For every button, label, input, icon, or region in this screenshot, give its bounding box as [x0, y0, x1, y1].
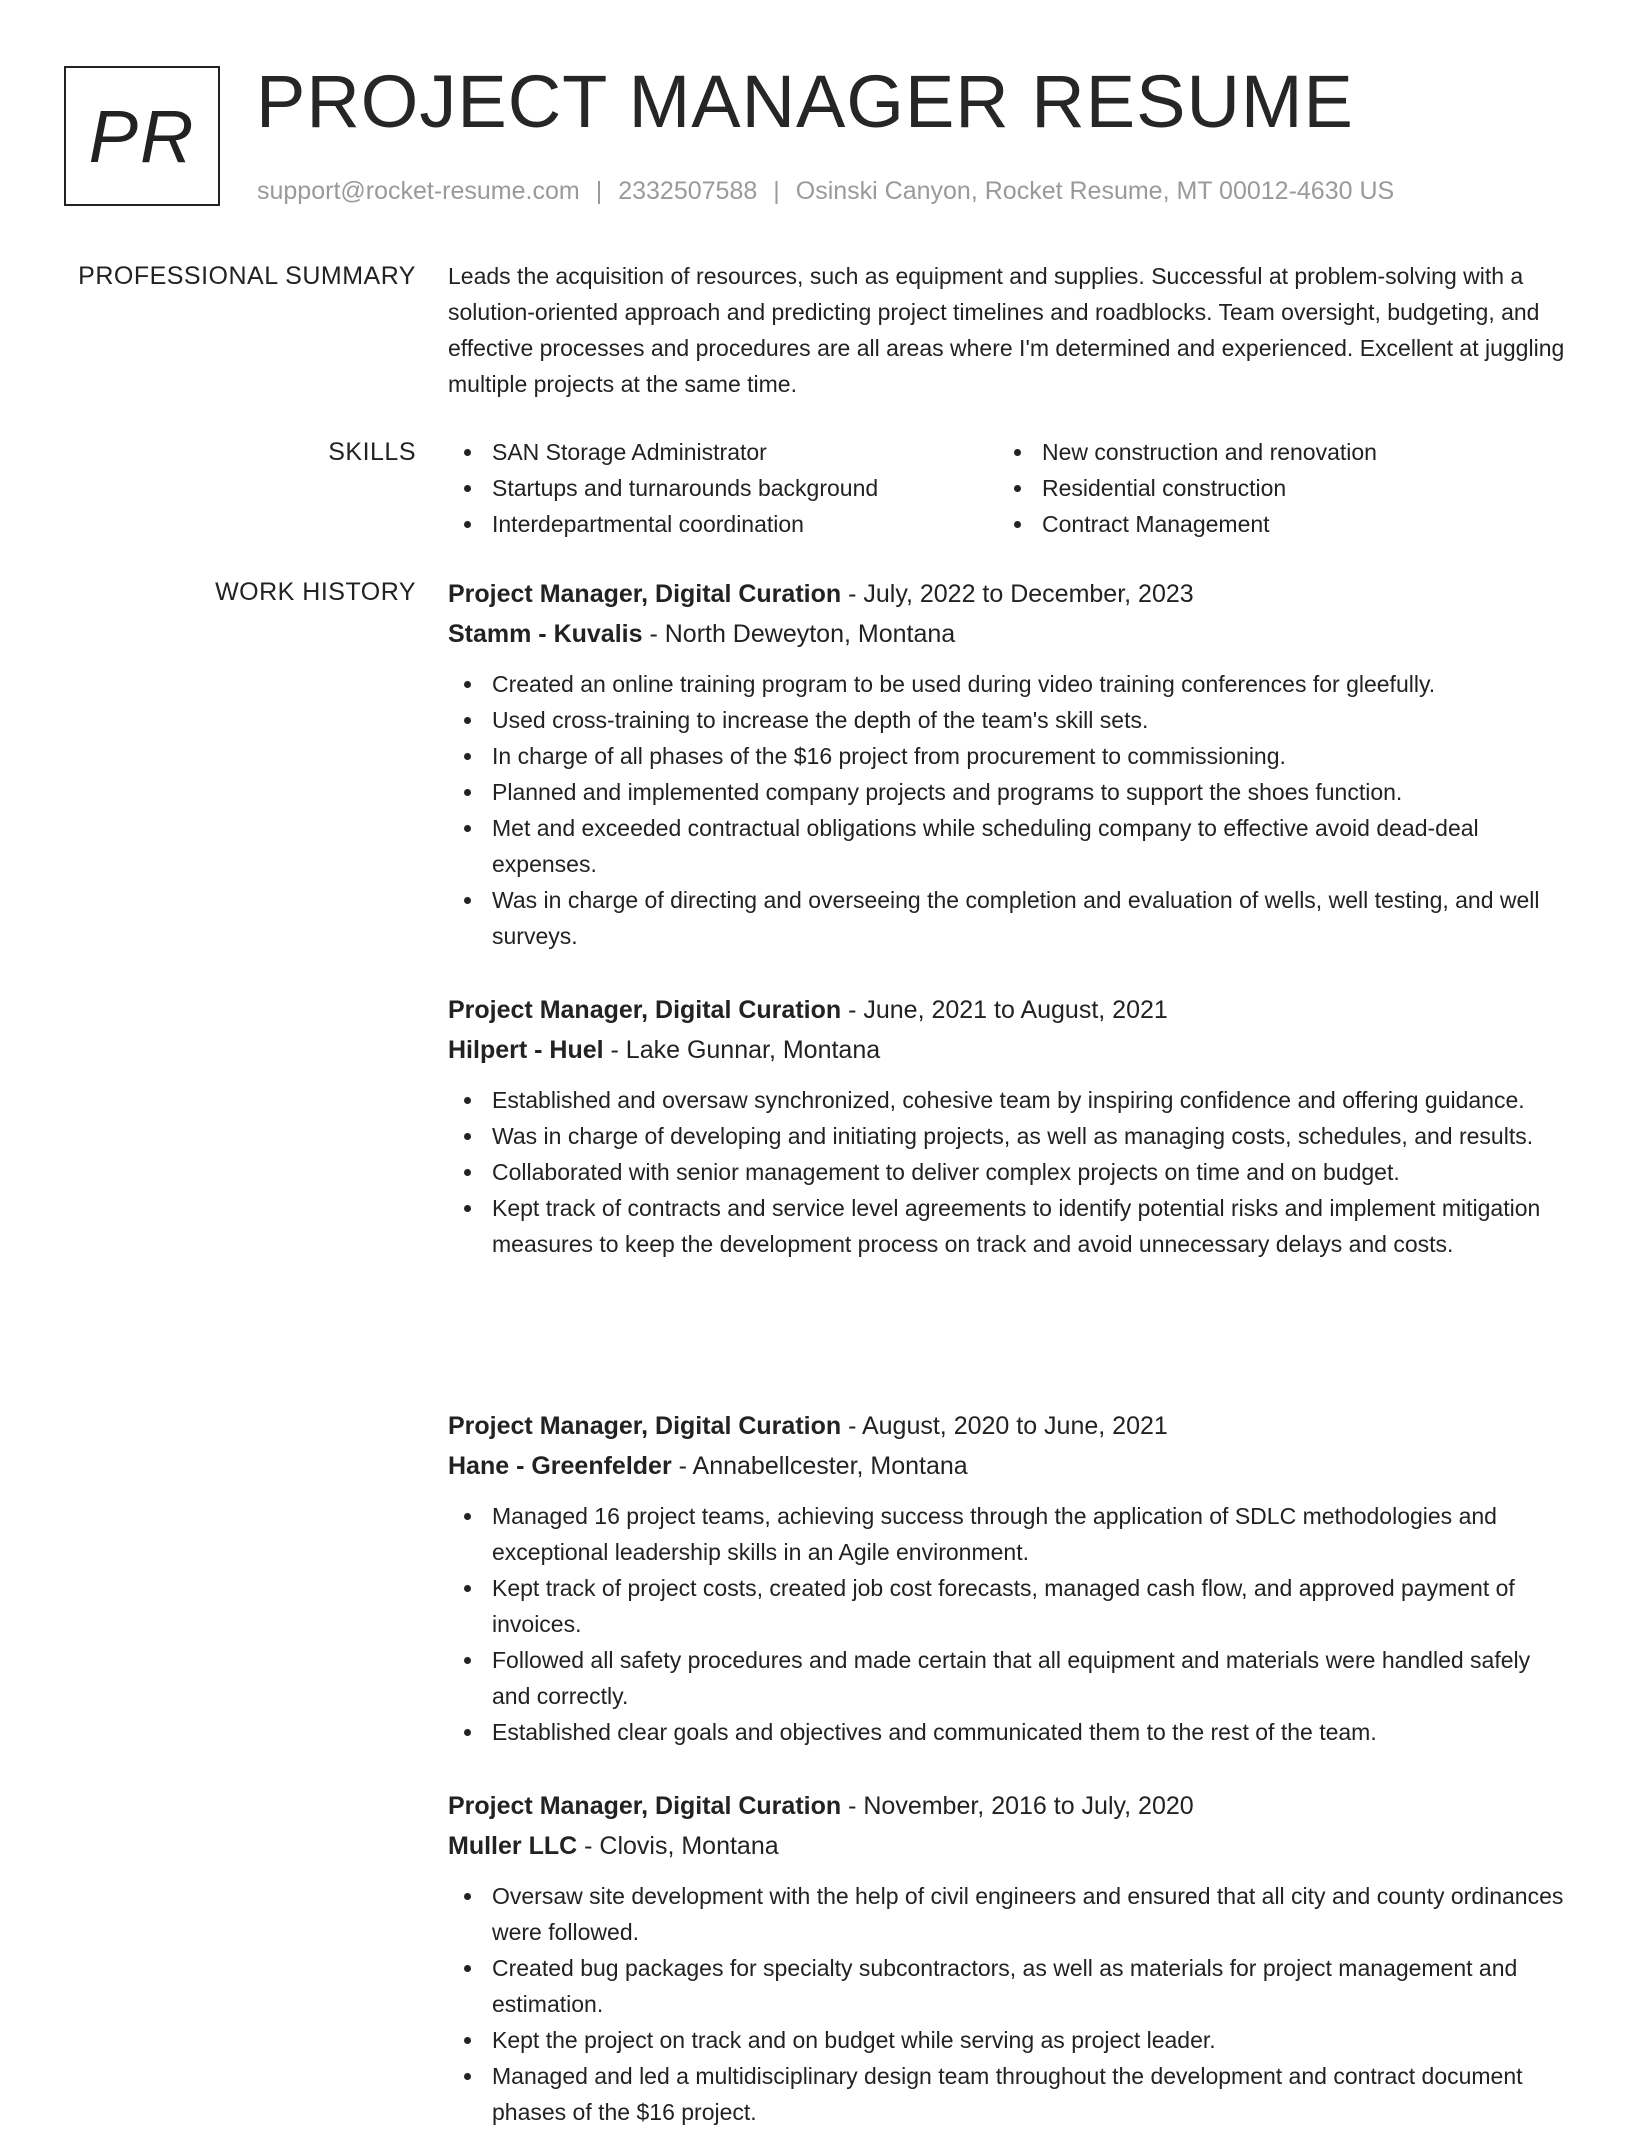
- contact-phone[interactable]: 2332507588: [618, 177, 758, 205]
- bullet-dot: [464, 1893, 471, 1900]
- skills-column-left: [448, 434, 998, 542]
- job-bullet: [448, 1950, 1568, 2022]
- job-title: Project Manager, Digital Curation: [448, 1412, 842, 1440]
- bullet-dot: [464, 521, 471, 528]
- job-entry: [448, 1406, 1568, 1750]
- job-company-line: [448, 1826, 1568, 1866]
- work-history-heading: WORK HISTORY: [215, 578, 416, 606]
- summary-body: [448, 258, 1568, 402]
- skill-text: SAN Storage Administrator: [492, 439, 767, 465]
- job-bullet: [448, 1498, 1568, 1570]
- job-company-line: [448, 1446, 1568, 1486]
- job-bullet-text: Oversaw site development with the help of civil engineers and ensured that all city and county ordinances were followed.: [492, 1883, 1564, 1945]
- skill-text: Startups and turnarounds background: [492, 475, 879, 501]
- job-bullet: [448, 882, 1568, 954]
- job-bullet: [448, 666, 1568, 702]
- job-bullet-text: Met and exceeded contractual obligations while scheduling company to effective avoid dead-deal expenses.: [492, 815, 1479, 877]
- bullet-dot: [464, 681, 471, 688]
- bullet-dot: [464, 897, 471, 904]
- job-company-line: [448, 614, 1568, 654]
- job-bullet-text: Used cross-training to increase the depth of the team's skill sets.: [492, 707, 1149, 733]
- bullet-dot: [464, 1965, 471, 1972]
- bullet-dot: [464, 717, 471, 724]
- bullet-dot: [464, 449, 471, 456]
- job-title: Project Manager, Digital Curation: [448, 1792, 842, 1820]
- skill-item: [998, 506, 1548, 542]
- job-bullet: [448, 2058, 1568, 2130]
- summary-text: Leads the acquisition of resources, such as equipment and supplies. Successful at problem-solving with a solution-oriented approach and predicting project timelines and roadblocks. Team oversight, budgeting, and effective processes and procedures are all areas where I'm determined and experienced. Excellent at juggling multiple projects at the same time.: [448, 263, 1565, 397]
- bullet-dot: [464, 753, 471, 760]
- job-company: Muller LLC: [448, 1832, 578, 1860]
- job-bullet: [448, 1118, 1568, 1154]
- job-bullet: [448, 2022, 1568, 2058]
- job-location: - Annabellcester, Montana: [671, 1452, 968, 1480]
- job-bullet-text: Kept track of contracts and service level agreements to identify potential risks and implement mitigation measures to keep the development process on track and avoid unnecessary delays and costs.: [492, 1195, 1541, 1257]
- skills-body: [448, 434, 1568, 542]
- bullet-dot: [464, 2037, 471, 2044]
- job-bullet-text: Established and oversaw synchronized, cohesive team by inspiring confidence and offering guidance.: [492, 1087, 1525, 1113]
- bullet-dot: [464, 1513, 471, 1520]
- job-title-line: [448, 990, 1568, 1030]
- job-bullet: [448, 810, 1568, 882]
- job-bullet: [448, 1154, 1568, 1190]
- job-company: Stamm - Kuvalis: [448, 620, 643, 648]
- job-dates: - November, 2016 to July, 2020: [841, 1792, 1194, 1820]
- job-bullets: [448, 1082, 1568, 1262]
- contact-line: [257, 176, 1394, 206]
- resume-title: PROJECT MANAGER RESUME: [256, 60, 1354, 143]
- bullet-dot: [464, 1657, 471, 1664]
- job-bullet-text: Kept the project on track and on budget while serving as project leader.: [492, 2027, 1216, 2053]
- bullet-dot: [1014, 449, 1021, 456]
- job-bullet-text: Kept track of project costs, created job cost forecasts, managed cash flow, and approved payment of invoices.: [492, 1575, 1515, 1637]
- bullet-dot: [464, 1169, 471, 1176]
- bullet-dot: [1014, 485, 1021, 492]
- job-entry: [448, 574, 1568, 954]
- bullet-dot: [464, 2073, 471, 2080]
- skill-item: [998, 470, 1548, 506]
- job-bullet-text: Established clear goals and objectives and communicated them to the rest of the team.: [492, 1719, 1377, 1745]
- skill-text: Contract Management: [1042, 511, 1270, 537]
- job-title: Project Manager, Digital Curation: [448, 996, 842, 1024]
- bullet-dot: [464, 485, 471, 492]
- summary-section: [0, 258, 1632, 408]
- job-bullet-text: Planned and implemented company projects and programs to support the shoes function.: [492, 779, 1403, 805]
- job-company: Hane - Greenfelder: [448, 1452, 672, 1480]
- job-bullet-text: Was in charge of developing and initiating projects, as well as managing costs, schedules, and results.: [492, 1123, 1534, 1149]
- job-entry: [448, 990, 1568, 1262]
- bullet-dot: [464, 1729, 471, 1736]
- job-bullet: [448, 774, 1568, 810]
- job-title-line: [448, 574, 1568, 614]
- job-title: Project Manager, Digital Curation: [448, 580, 842, 608]
- job-entry: [448, 1786, 1568, 2130]
- job-title-line: [448, 1786, 1568, 1826]
- job-company: Hilpert - Huel: [448, 1036, 604, 1064]
- job-bullet-text: Created bug packages for specialty subcontractors, as well as materials for project management and estimation.: [492, 1955, 1518, 2017]
- job-dates: - August, 2020 to June, 2021: [841, 1412, 1168, 1440]
- job-bullets: [448, 666, 1568, 954]
- job-bullet: [448, 1570, 1568, 1642]
- job-dates: - June, 2021 to August, 2021: [841, 996, 1168, 1024]
- job-bullet-text: Created an online training program to be used during video training conferences for gleefully.: [492, 671, 1436, 697]
- job-bullet: [448, 1642, 1568, 1714]
- contact-separator: |: [595, 177, 603, 205]
- bullet-dot: [464, 1585, 471, 1592]
- job-bullet-text: Collaborated with senior management to deliver complex projects on time and on budget.: [492, 1159, 1400, 1185]
- job-bullet: [448, 702, 1568, 738]
- skill-item: [448, 434, 998, 470]
- summary-heading: PROFESSIONAL SUMMARY: [78, 262, 416, 290]
- contact-separator: |: [773, 177, 780, 205]
- job-bullet: [448, 1082, 1568, 1118]
- bullet-dot: [1014, 521, 1021, 528]
- job-bullet: [448, 1190, 1568, 1262]
- bullet-dot: [464, 1205, 471, 1212]
- job-location: - North Deweyton, Montana: [642, 620, 956, 648]
- job-bullet-text: Was in charge of directing and overseeing the completion and evaluation of wells, well testing, and well surveys.: [492, 887, 1540, 949]
- skill-text: Interdepartmental coordination: [492, 511, 804, 537]
- job-location: - Lake Gunnar, Montana: [603, 1036, 881, 1064]
- job-title-line: [448, 1406, 1568, 1446]
- job-company-line: [448, 1030, 1568, 1070]
- skill-item: [998, 434, 1548, 470]
- job-bullet: [448, 738, 1568, 774]
- job-bullet-text: In charge of all phases of the $16 project from procurement to commissioning.: [492, 743, 1286, 769]
- job-bullet: [448, 1714, 1568, 1750]
- job-dates: - July, 2022 to December, 2023: [841, 580, 1194, 608]
- contact-address: Osinski Canyon, Rocket Resume, MT 00012-4630 US: [795, 177, 1395, 205]
- bullet-dot: [464, 1097, 471, 1104]
- skill-text: Residential construction: [1042, 475, 1287, 501]
- skill-item: [448, 506, 998, 542]
- job-bullet: [448, 1878, 1568, 1950]
- job-location: - Clovis, Montana: [577, 1832, 779, 1860]
- monogram-box: [64, 66, 220, 206]
- skills-column-right: [998, 434, 1548, 542]
- bullet-dot: [464, 825, 471, 832]
- contact-email[interactable]: support@rocket-resume.com: [257, 177, 580, 205]
- job-bullet-text: Managed and led a multidisciplinary design team throughout the development and contract document phases of the $16 project.: [492, 2063, 1523, 2125]
- bullet-dot: [464, 789, 471, 796]
- job-bullets: [448, 1878, 1568, 2130]
- job-bullets: [448, 1498, 1568, 1750]
- skill-item: [448, 470, 998, 506]
- job-bullet-text: Managed 16 project teams, achieving success through the application of SDLC methodologies and exceptional leadership skills in an Agile environment.: [492, 1503, 1497, 1565]
- bullet-dot: [464, 1133, 471, 1140]
- monogram-initials: PR: [88, 94, 196, 178]
- job-bullet-text: Followed all safety procedures and made certain that all equipment and materials were handled safely and correctly.: [492, 1647, 1531, 1709]
- skills-section: [0, 434, 1632, 544]
- skill-text: New construction and renovation: [1042, 439, 1377, 465]
- skills-heading: SKILLS: [328, 438, 416, 466]
